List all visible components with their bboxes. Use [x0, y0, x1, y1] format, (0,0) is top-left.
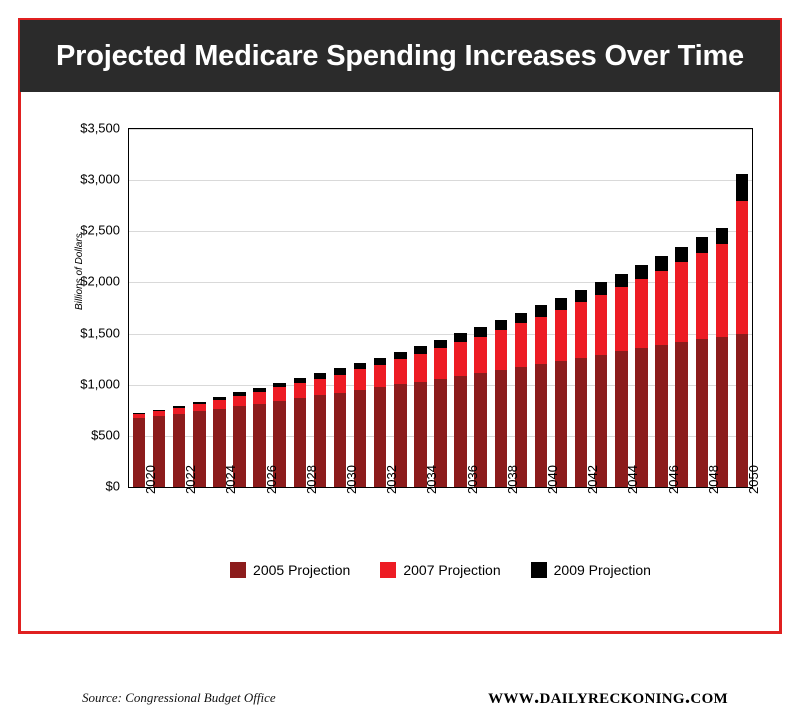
bar-segment [696, 253, 708, 339]
bar-column [314, 129, 326, 487]
bar-segment [675, 247, 687, 262]
bar-segment [595, 282, 607, 295]
legend-swatch [531, 562, 547, 578]
bar-column [434, 129, 446, 487]
bar-segment [133, 413, 145, 414]
x-axis-tick-label: 2036 [464, 465, 480, 494]
bar-segment [314, 379, 326, 395]
legend-label: 2005 Projection [253, 562, 351, 578]
x-axis-tick-label: 2032 [384, 465, 400, 494]
y-axis-tick-label: $2,500 [80, 222, 120, 238]
bar-column [655, 129, 667, 487]
x-axis-tick-label: 2034 [424, 465, 440, 494]
bar-segment [294, 378, 306, 383]
plot-region [128, 128, 753, 488]
bar-column [555, 129, 567, 487]
bar-segment [474, 337, 486, 373]
bar-column [474, 129, 486, 487]
bar-segment [474, 327, 486, 337]
bar-segment [454, 333, 466, 342]
legend-swatch [230, 562, 246, 578]
y-axis-tick-label: $1,000 [80, 376, 120, 392]
bar-segment [314, 373, 326, 379]
bar-column [253, 129, 265, 487]
bar-segment [495, 320, 507, 330]
bar-segment [615, 274, 627, 287]
x-axis-tick-label: 2026 [263, 465, 279, 494]
bar-segment [253, 392, 265, 404]
bar-column [716, 129, 728, 487]
bar-segment [193, 404, 205, 411]
legend-swatch [380, 562, 396, 578]
bar-segment [736, 174, 748, 202]
bar-segment [575, 290, 587, 302]
y-axis-title: Billions of Dollars [74, 233, 85, 310]
bar-segment [555, 298, 567, 310]
bar-column [294, 129, 306, 487]
bar-column [394, 129, 406, 487]
source-note: Source: Congressional Budget Office [82, 690, 276, 705]
bar-segment [535, 317, 547, 364]
legend-item [531, 562, 651, 578]
bar-segment [655, 271, 667, 346]
bar-segment [273, 383, 285, 388]
x-axis-tick-label: 2046 [665, 465, 681, 494]
bar-column [173, 129, 185, 487]
y-axis-tick-label: $2,000 [80, 273, 120, 289]
x-axis-tick-label: 2028 [303, 465, 319, 494]
bar-column [575, 129, 587, 487]
bar-column [354, 129, 366, 487]
bar-segment [555, 310, 567, 361]
bar-series [129, 129, 752, 487]
bar-segment [354, 369, 366, 389]
bar-segment [595, 295, 607, 355]
legend-item [230, 562, 350, 578]
legend-item [380, 562, 500, 578]
page-title: Projected Medicare Spending Increases Over Time [56, 39, 744, 72]
bar-segment [173, 408, 185, 414]
x-axis-tick-label: 2042 [585, 465, 601, 494]
bar-segment [233, 392, 245, 396]
chart-area [30, 110, 770, 708]
bar-segment [153, 410, 165, 412]
bar-segment [213, 397, 225, 400]
title-bar [20, 20, 780, 92]
website-credit: www.dailyreckoning.com [488, 684, 728, 708]
bar-column [595, 129, 607, 487]
bar-column [273, 129, 285, 487]
bar-segment [374, 365, 386, 388]
bar-segment [675, 262, 687, 342]
bar-column [334, 129, 346, 487]
bar-segment [454, 342, 466, 375]
bar-segment [273, 387, 285, 400]
bar-segment [635, 279, 647, 349]
x-axis-tick-label: 2040 [544, 465, 560, 494]
bar-column [675, 129, 687, 487]
bar-segment [394, 359, 406, 384]
bar-column [233, 129, 245, 487]
bar-column [213, 129, 225, 487]
x-axis-tick-label: 2020 [143, 465, 159, 494]
y-axis-tick-label: $3,500 [80, 120, 120, 136]
bar-segment [253, 388, 265, 392]
bar-segment [495, 330, 507, 370]
bar-segment [615, 287, 627, 351]
bar-column [736, 129, 748, 487]
bar-column [193, 129, 205, 487]
bar-segment [233, 396, 245, 406]
x-axis-tick-label: 2022 [183, 465, 199, 494]
bar-column [414, 129, 426, 487]
bar-segment [434, 340, 446, 349]
bar-segment [173, 406, 185, 408]
legend-label: 2009 Projection [553, 562, 651, 578]
bar-segment [635, 265, 647, 279]
y-axis-tick-label: $1,500 [80, 325, 120, 341]
bar-segment [716, 244, 728, 337]
bar-column [615, 129, 627, 487]
bar-column [374, 129, 386, 487]
bar-segment [515, 323, 527, 366]
bar-segment [213, 400, 225, 409]
bar-segment [696, 237, 708, 252]
bar-segment [414, 346, 426, 354]
bar-column [495, 129, 507, 487]
bar-segment [334, 368, 346, 374]
bar-segment [133, 414, 145, 418]
bar-segment [575, 302, 587, 357]
bar-segment [193, 402, 205, 405]
bar-segment [515, 313, 527, 324]
x-axis-tick-label: 2050 [745, 465, 761, 494]
bar-column [635, 129, 647, 487]
bar-segment [294, 383, 306, 398]
legend-label: 2007 Projection [403, 562, 501, 578]
bar-segment [736, 334, 748, 487]
chart-legend [128, 562, 753, 578]
bar-segment [334, 375, 346, 393]
x-axis-tick-label: 2024 [223, 465, 239, 494]
bar-segment [414, 354, 426, 382]
bar-column [133, 129, 145, 487]
bar-column [153, 129, 165, 487]
bar-segment [394, 352, 406, 360]
bar-segment [535, 305, 547, 316]
y-axis-tick-label: $3,000 [80, 171, 120, 187]
bar-segment [354, 363, 366, 370]
bar-column [515, 129, 527, 487]
bar-segment [655, 256, 667, 270]
bar-column [535, 129, 547, 487]
bar-segment [736, 201, 748, 334]
x-axis-tick-label: 2044 [625, 465, 641, 494]
x-axis-tick-label: 2048 [705, 465, 721, 494]
bar-segment [374, 358, 386, 365]
y-axis-tick-label: $500 [91, 427, 120, 443]
bar-segment [434, 348, 446, 378]
bar-segment [153, 411, 165, 416]
bar-column [696, 129, 708, 487]
x-axis-tick-label: 2030 [344, 465, 360, 494]
x-axis-tick-label: 2038 [504, 465, 520, 494]
y-axis-tick-label: $0 [105, 478, 120, 494]
bar-column [454, 129, 466, 487]
bar-segment [716, 228, 728, 244]
